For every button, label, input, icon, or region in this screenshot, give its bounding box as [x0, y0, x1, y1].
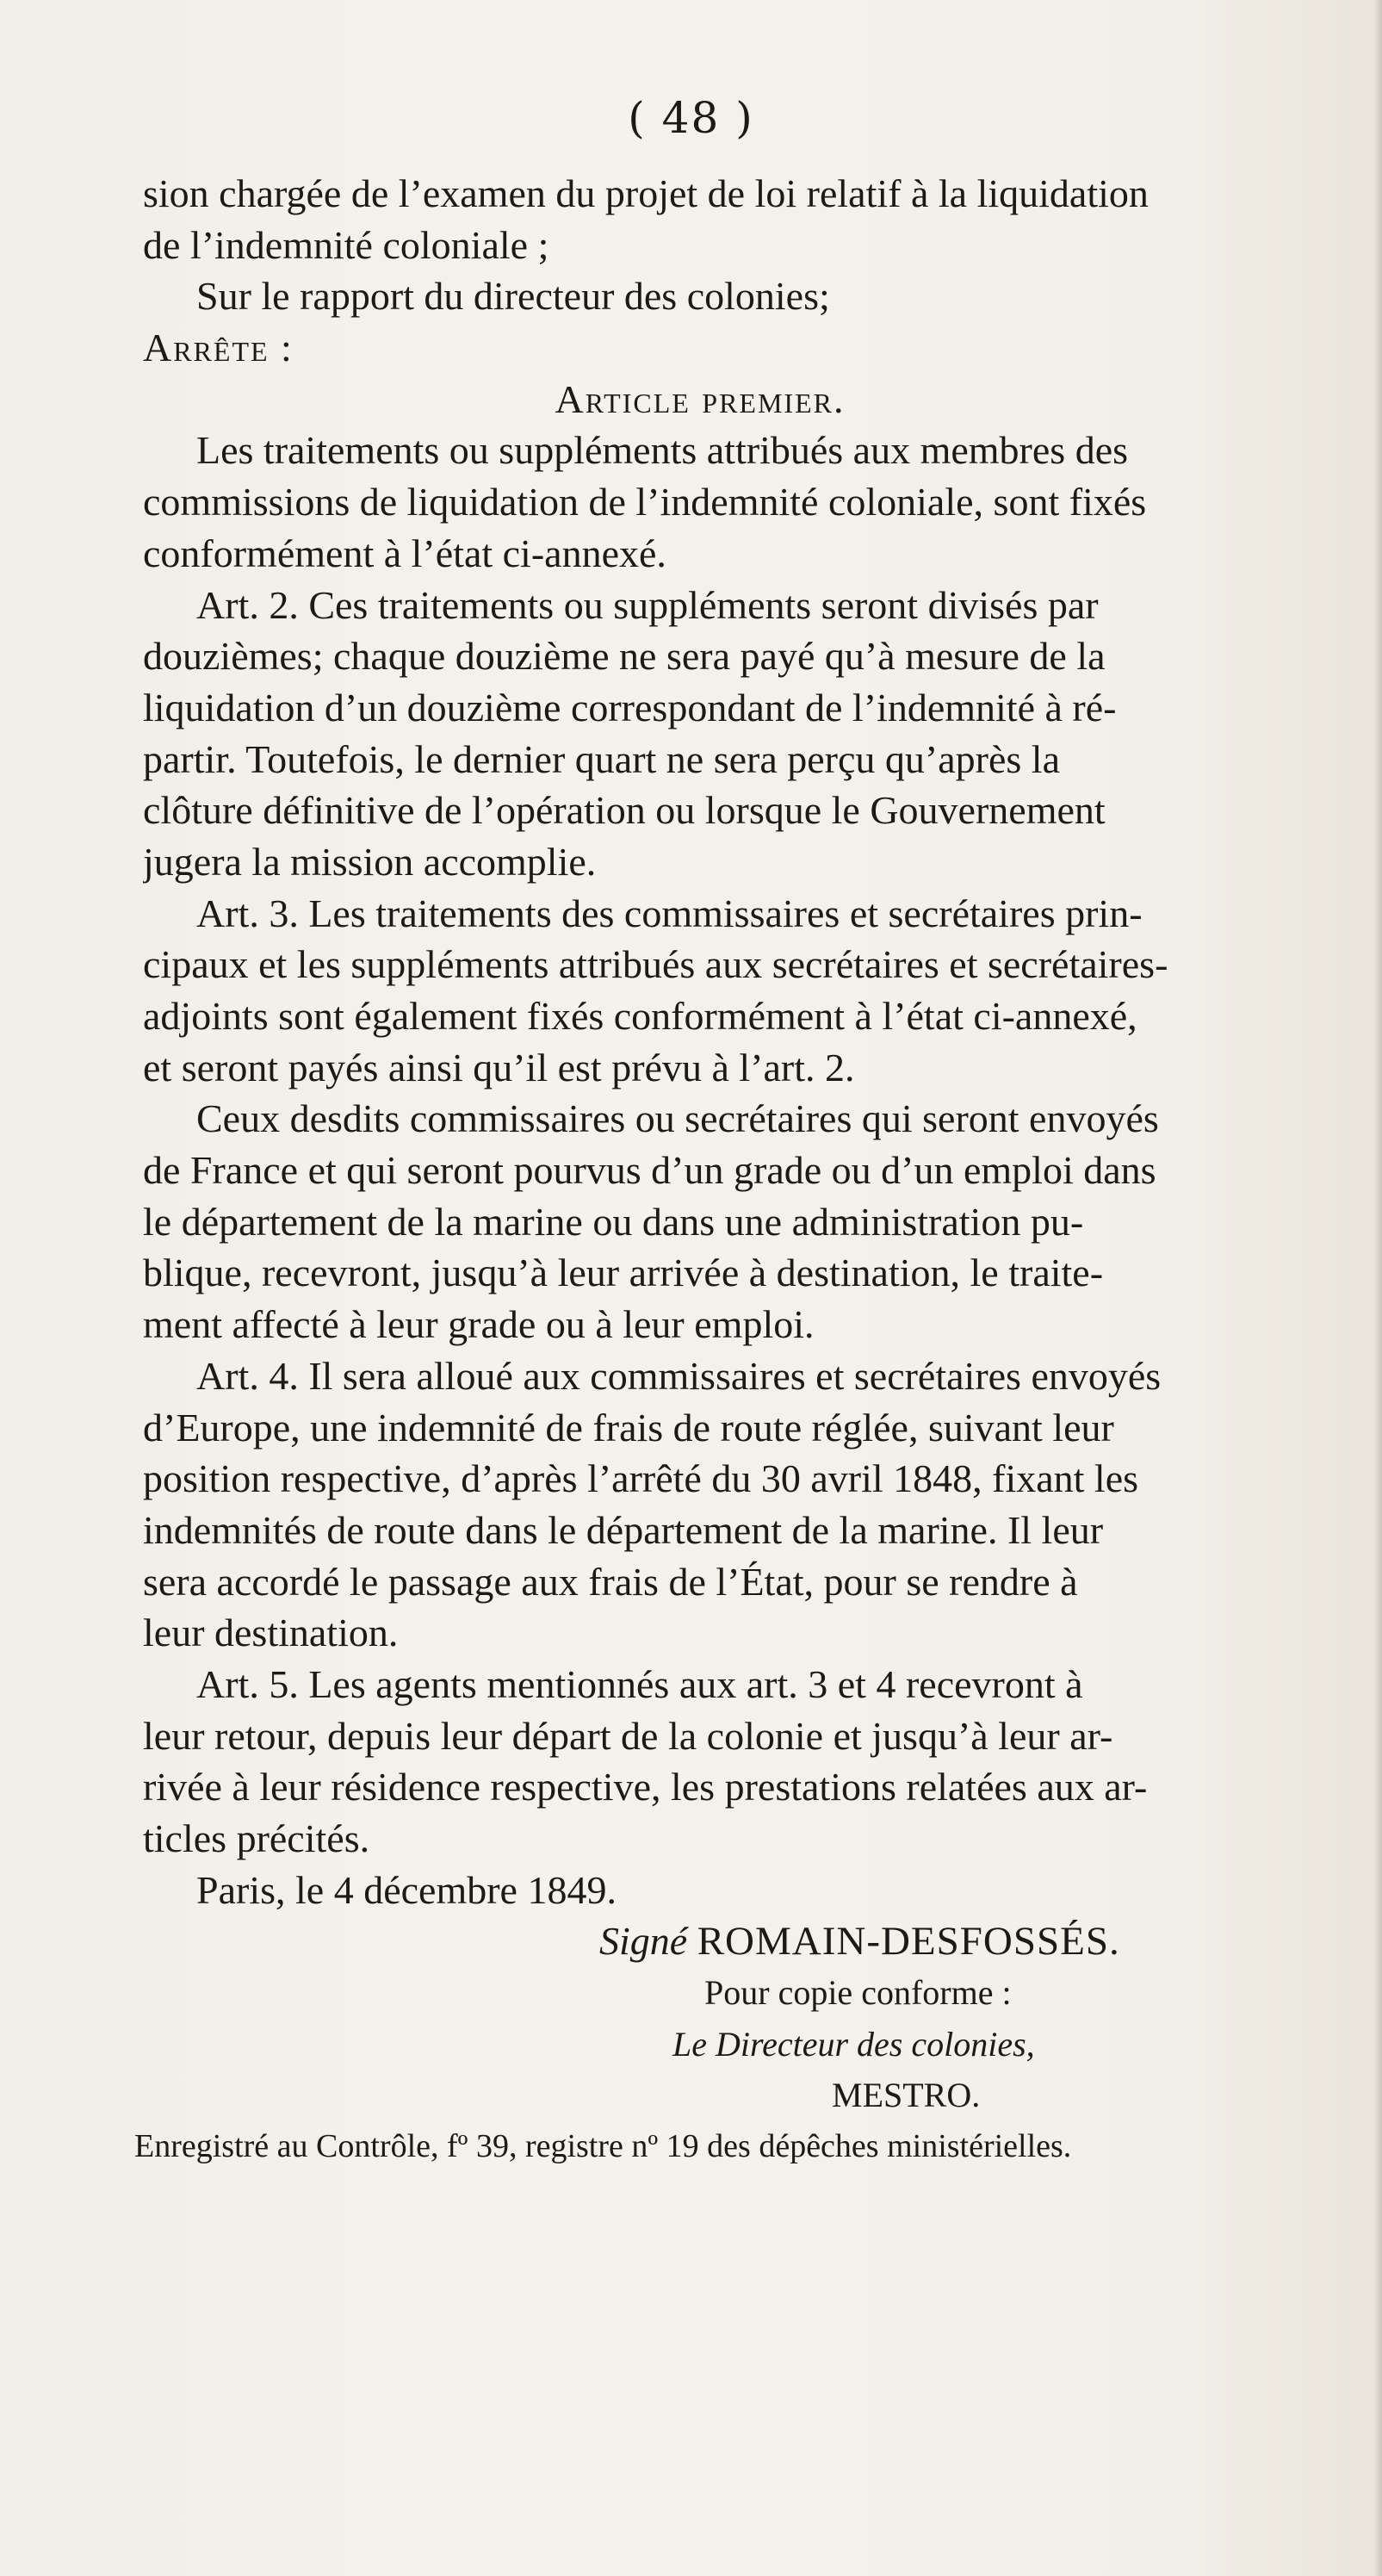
- article-2-line: Art. 2. Ces traitements ou suppléments seront divisés par: [196, 582, 1099, 627]
- text-line: partir. Toutefois, le dernier quart ne sera perçu qu’après la: [143, 736, 1060, 781]
- text-line: blique, recevront, jusqu’à leur arrivée à destination, le traite-: [143, 1251, 1104, 1295]
- text-line: le département de la marine ou dans une administration pu-: [143, 1199, 1084, 1244]
- directeur-title: Le Directeur des colonies,: [672, 2024, 1035, 2064]
- signature-line: [143, 1915, 1382, 1967]
- enregistrement-note: Enregistré au Contrôle, fº 39, registre nº 19 des dépêches ministérielles.: [134, 2128, 1072, 2165]
- article-premier-heading: Article premier.: [555, 376, 846, 421]
- arrete-heading: Arrête :: [143, 326, 294, 370]
- article-3-line: Art. 3. Les traitements des commissaires et secrétaires prin-: [196, 891, 1143, 935]
- text-line: commissions de liquidation de l’indemnité coloniale, sont fixés: [143, 480, 1147, 525]
- mestro-name: MESTRO.: [832, 2076, 981, 2115]
- document-body: [134, 168, 1382, 2173]
- article-5-line: Art. 5. Les agents mentionnés aux art. 3 et 4 recevront à: [196, 1661, 1083, 1706]
- text-line: ment affecté à leur grade ou à leur emploi.: [143, 1302, 815, 1347]
- copie-conforme: Pour copie conforme :: [704, 1973, 1012, 2013]
- text-line: leur destination.: [143, 1611, 399, 1655]
- text-line: clôture définitive de l’opération ou lorsque le Gouvernement: [143, 788, 1106, 833]
- date-line: Paris, le 4 décembre 1849.: [196, 1867, 617, 1912]
- signe-label: Signé: [599, 1919, 688, 1964]
- text-line: indemnités de route dans le département de la marine. Il leur: [143, 1507, 1104, 1552]
- text-line: conformément à l’état ci-annexé.: [143, 531, 666, 575]
- text-line: Les traitements ou suppléments attribués aux membres des: [196, 428, 1129, 473]
- text-line: leur retour, depuis leur départ de la colonie et jusqu’à leur ar-: [143, 1713, 1113, 1758]
- text-line: et seront payés ainsi qu’il est prévu à l’art. 2.: [143, 1045, 855, 1089]
- text-line: Sur le rapport du directeur des colonies;: [196, 274, 830, 319]
- text-line: jugera la mission accomplie.: [143, 839, 597, 884]
- text-line: Ceux desdits commissaires ou secrétaires qui seront envoyés: [196, 1096, 1159, 1141]
- text-line: cipaux et les suppléments attribués aux secrétaires et secrétaires-: [143, 942, 1168, 987]
- text-line: adjoints sont également fixés conformément à l’état ci-annexé,: [143, 994, 1137, 1038]
- text-line: douzièmes; chaque douzième ne sera payé qu’à mesure de la: [143, 634, 1106, 679]
- signatory-name: ROMAIN-DESFOSSÉS.: [697, 1919, 1120, 1965]
- text-line: rivée à leur résidence respective, les prestations relatées aux ar-: [143, 1765, 1148, 1809]
- page-number: ( 48 ): [628, 93, 754, 143]
- text-line: liquidation d’un douzième correspondant de l’indemnité à ré-: [143, 685, 1117, 729]
- text-line: ticles précités.: [143, 1816, 370, 1860]
- text-line: de France et qui seront pourvus d’un grade ou d’un emploi dans: [143, 1148, 1156, 1193]
- article-4-line: Art. 4. Il sera alloué aux commissaires et secrétaires envoyés: [196, 1353, 1162, 1398]
- text-line: position respective, d’après l’arrêté du 30 avril 1848, fixant les: [143, 1456, 1139, 1501]
- text-line: d’Europe, une indemnité de frais de route réglée, suivant leur: [143, 1405, 1114, 1449]
- text-line: sion chargée de l’examen du projet de loi relatif à la liquidation: [143, 171, 1149, 215]
- text-line: de l’indemnité coloniale ;: [143, 222, 549, 267]
- text-line: sera accordé le passage aux frais de l’État, pour se rendre à: [143, 1559, 1078, 1604]
